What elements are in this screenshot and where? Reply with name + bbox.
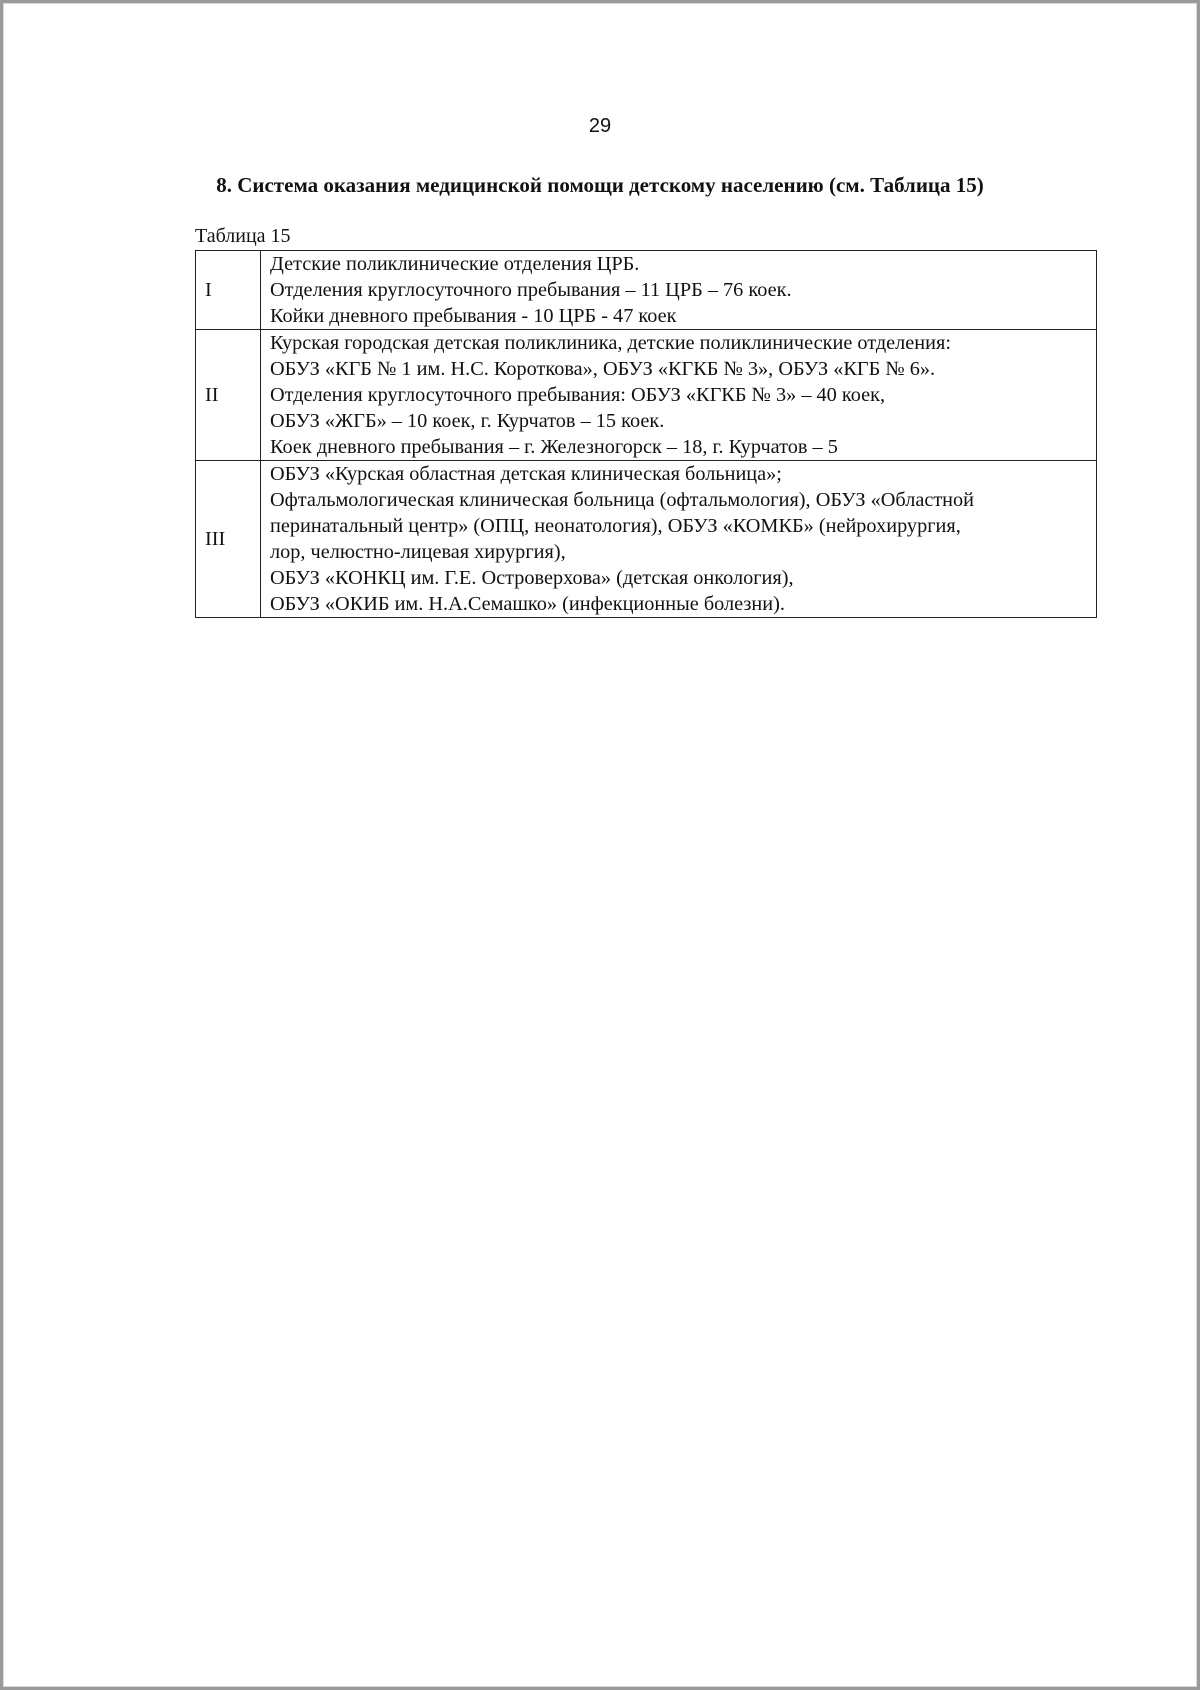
description-cell [261, 330, 1097, 461]
description-line: ОБУЗ «ОКИБ им. Н.А.Семашко» (инфекционные болезни). [270, 593, 785, 615]
table-row-level-2 [196, 330, 1097, 461]
table-row-level-1 [196, 251, 1097, 330]
description-line: лор, челюстно-лицевая хирургия), [270, 541, 566, 563]
care-levels-table [195, 250, 1097, 618]
description-line: Отделения круглосуточного пребывания: ОБУЗ «КГКБ № 3» – 40 коек, [270, 384, 886, 406]
description-cell [261, 251, 1097, 330]
description-line: Койки дневного пребывания - 10 ЦРБ - 47 коек [270, 305, 677, 327]
table-row-level-3 [196, 461, 1097, 618]
section-title: 8. Система оказания медицинской помощи детскому населению (см. Таблица 15) [216, 173, 984, 197]
level-cell: III [196, 461, 261, 618]
description-line: Коек дневного пребывания – г. Железногорск – 18, г. Курчатов – 5 [270, 436, 838, 458]
description-line: ОБУЗ «Курская областная детская клиническая больница»; [270, 463, 782, 485]
page-number: 29 [588, 115, 612, 137]
description-line: Отделения круглосуточного пребывания – 11 ЦРБ – 76 коек. [270, 279, 792, 301]
description-line: ОБУЗ «ЖГБ» – 10 коек, г. Курчатов – 15 коек. [270, 410, 665, 432]
description-line: ОБУЗ «КОНКЦ им. Г.Е. Островерхова» (детская онкология), [270, 567, 794, 589]
document-page [3, 3, 1197, 1687]
description-line: Детские поликлинические отделения ЦРБ. [270, 253, 640, 275]
description-cell [261, 461, 1097, 618]
description-line: Курская городская детская поликлиника, детские поликлинические отделения: [270, 332, 951, 354]
description-line: перинатальный центр» (ОПЦ, неонатология), ОБУЗ «КОМКБ» (нейрохирургия, [270, 515, 961, 537]
description-line: ОБУЗ «КГБ № 1 им. Н.С. Короткова», ОБУЗ «КГКБ № 3», ОБУЗ «КГБ № 6». [270, 358, 936, 380]
level-cell: II [196, 330, 261, 461]
level-cell: I [196, 251, 261, 330]
description-line: Офтальмологическая клиническая больница (офтальмология), ОБУЗ «Областной [270, 489, 975, 511]
table-caption: Таблица 15 [195, 225, 291, 247]
